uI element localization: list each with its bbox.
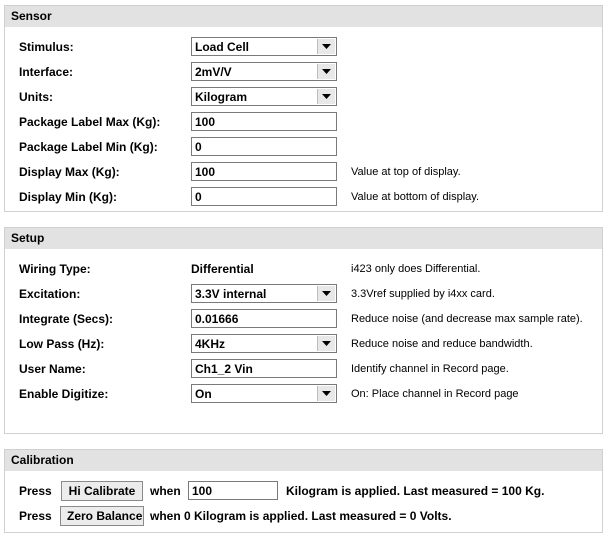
user-name-label: User Name: (19, 362, 86, 376)
setup-panel-title: Setup (5, 228, 602, 249)
user-name-input[interactable] (191, 359, 337, 378)
integrate-input[interactable] (191, 309, 337, 328)
stimulus-label: Stimulus: (19, 40, 74, 54)
display-min-label: Display Min (Kg): (19, 190, 117, 204)
sensor-panel-title: Sensor (5, 6, 602, 27)
integrate-note: Reduce noise (and decrease max sample rate). (351, 313, 583, 325)
excitation-select[interactable] (191, 284, 337, 303)
calibration-panel (4, 449, 603, 533)
display-max-label: Display Max (Kg): (19, 165, 120, 179)
chevron-down-icon[interactable] (317, 286, 335, 301)
units-label: Units: (19, 90, 53, 104)
display-max-note: Value at top of display. (351, 166, 461, 178)
interface-value: 2mV/V (195, 65, 232, 79)
low-pass-select[interactable] (191, 334, 337, 353)
enable-digitize-value: On (195, 387, 212, 401)
excitation-note: 3.3Vref supplied by i4xx card. (351, 288, 495, 300)
hi-calibrate-value-input[interactable] (188, 481, 278, 500)
press-label: Press (19, 484, 52, 498)
chevron-down-icon[interactable] (317, 64, 335, 79)
zero-balance-status: when 0 Kilogram is applied. Last measured = 0 Volts. (150, 509, 452, 523)
package-max-label: Package Label Max (Kg): (19, 115, 161, 129)
display-min-note: Value at bottom of display. (351, 191, 479, 203)
package-min-label: Package Label Min (Kg): (19, 140, 158, 154)
enable-digitize-label: Enable Digitize: (19, 387, 109, 401)
stimulus-value: Load Cell (195, 40, 250, 54)
units-value: Kilogram (195, 90, 248, 104)
display-min-input[interactable] (191, 187, 337, 206)
enable-digitize-note: On: Place channel in Record page (351, 388, 519, 400)
user-name-note: Identify channel in Record page. (351, 363, 509, 375)
enable-digitize-select[interactable] (191, 384, 337, 403)
setup-panel (4, 227, 603, 434)
zero-balance-button[interactable]: Zero Balance (60, 506, 144, 526)
low-pass-label: Low Pass (Hz): (19, 337, 105, 351)
wiring-type-value: Differential (191, 262, 254, 276)
package-min-input[interactable] (191, 137, 337, 156)
chevron-down-icon[interactable] (317, 336, 335, 351)
press-label: Press (19, 509, 52, 523)
low-pass-value: 4KHz (195, 337, 226, 351)
chevron-down-icon[interactable] (317, 89, 335, 104)
excitation-value: 3.3V internal (195, 287, 267, 301)
chevron-down-icon[interactable] (317, 386, 335, 401)
wiring-type-label: Wiring Type: (19, 262, 91, 276)
integrate-label: Integrate (Secs): (19, 312, 114, 326)
units-select[interactable] (191, 87, 337, 106)
interface-select[interactable] (191, 62, 337, 81)
excitation-label: Excitation: (19, 287, 81, 301)
calibration-panel-title: Calibration (5, 450, 602, 471)
chevron-down-icon[interactable] (317, 39, 335, 54)
low-pass-note: Reduce noise and reduce bandwidth. (351, 338, 533, 350)
package-max-input[interactable] (191, 112, 337, 131)
hi-calibrate-status: Kilogram is applied. Last measured = 100 Kg. (286, 484, 545, 498)
sensor-panel (4, 5, 603, 212)
hi-calibrate-button[interactable]: Hi Calibrate (61, 481, 143, 501)
interface-label: Interface: (19, 65, 74, 79)
stimulus-select[interactable] (191, 37, 337, 56)
display-max-input[interactable] (191, 162, 337, 181)
when-label: when (150, 484, 181, 498)
wiring-type-note: i423 only does Differential. (351, 263, 481, 275)
